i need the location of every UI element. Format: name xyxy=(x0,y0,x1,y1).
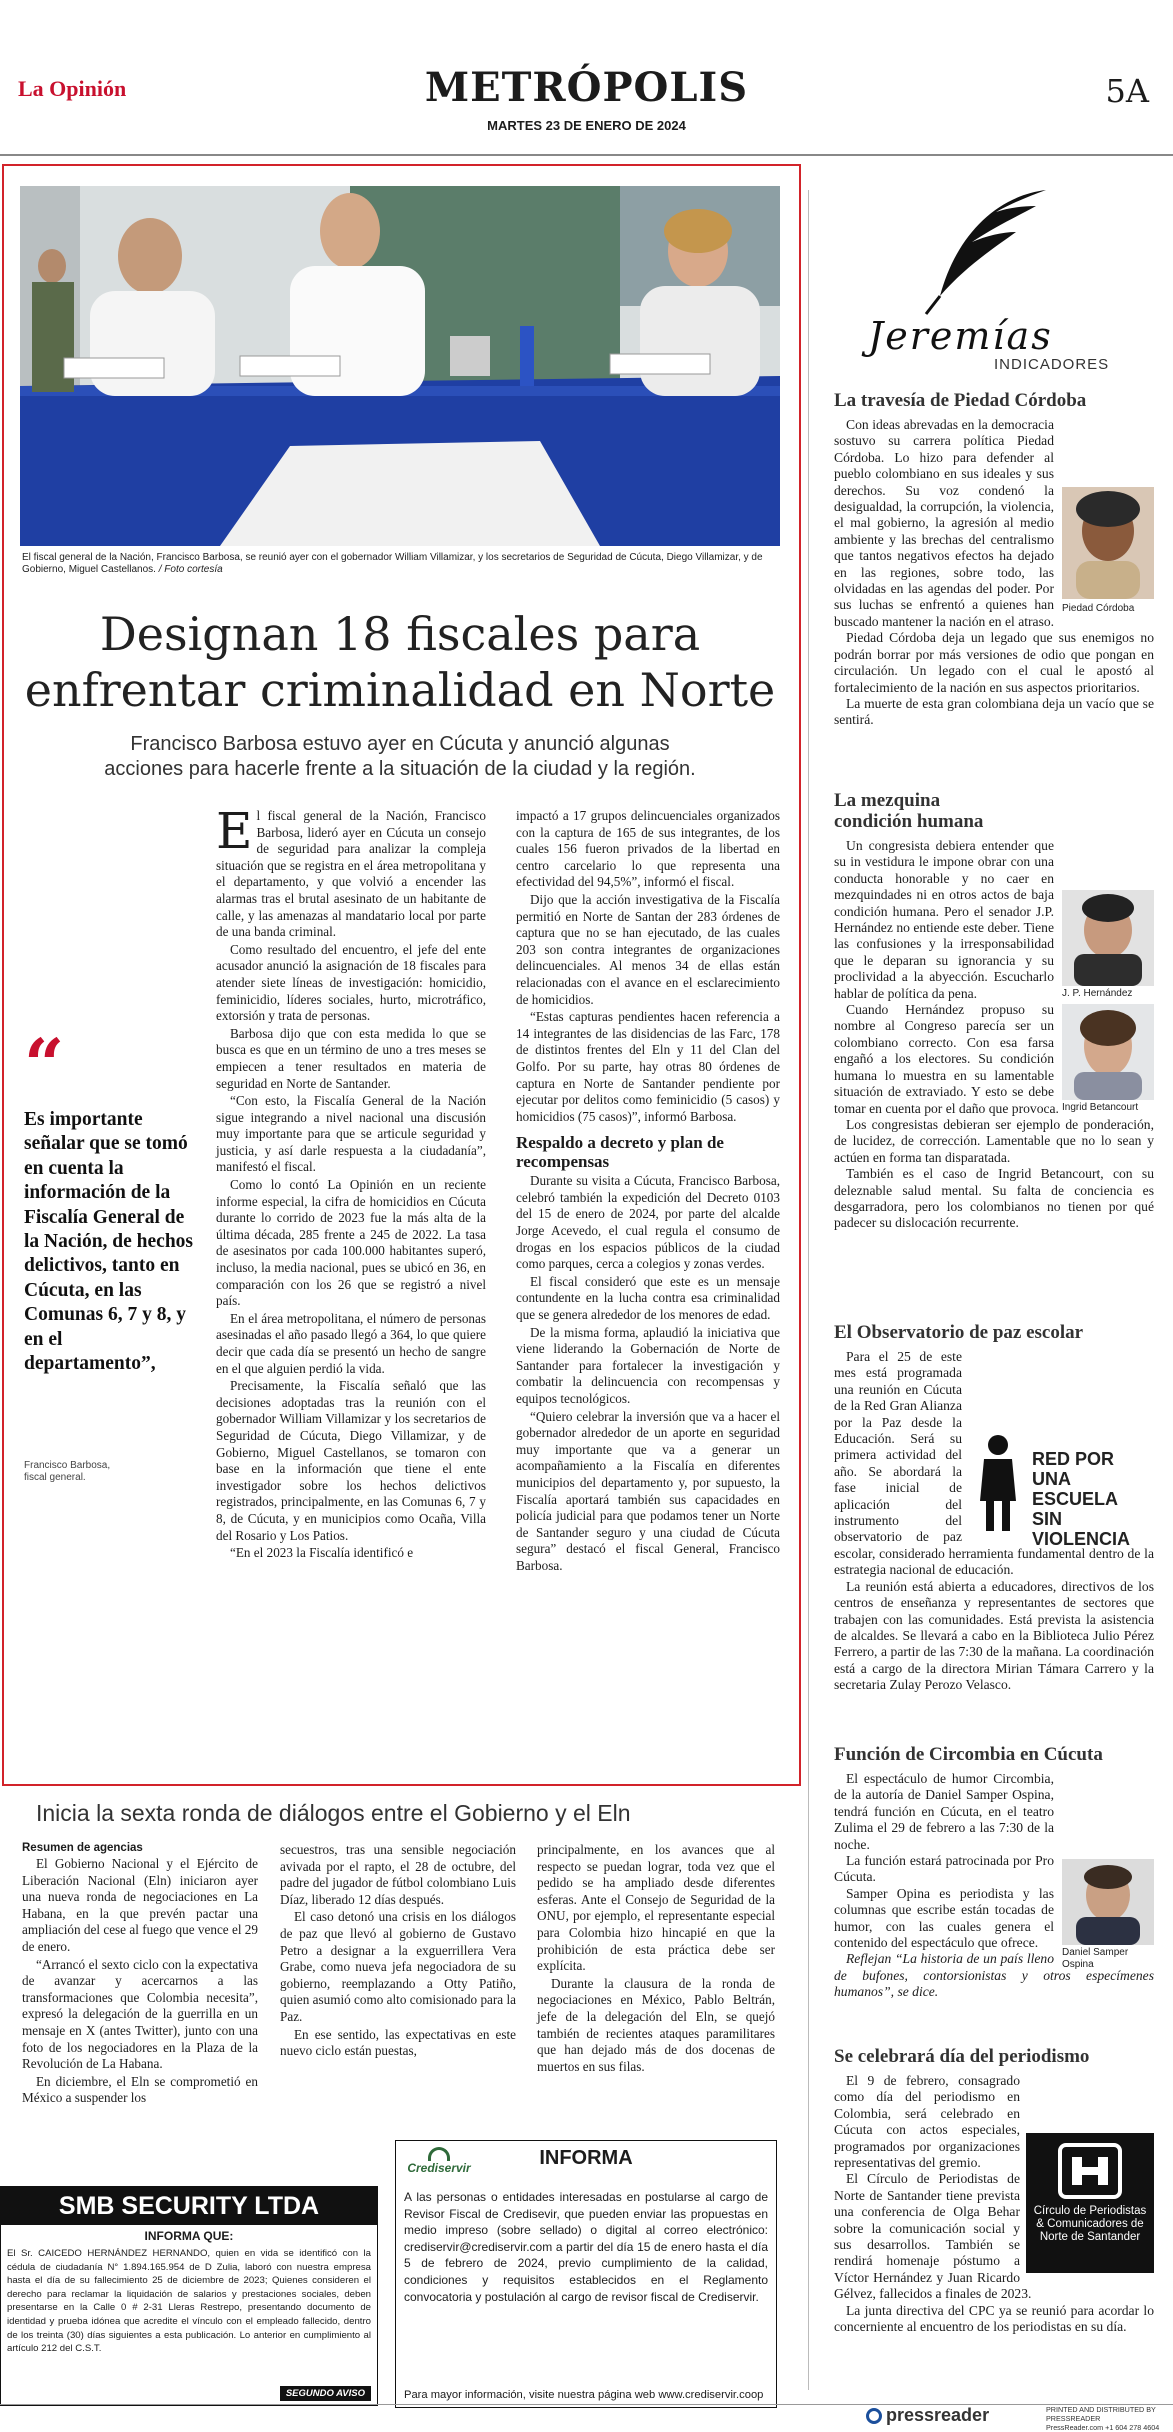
pressreader-label: pressreader xyxy=(886,2405,990,2425)
crediservir-title: INFORMA xyxy=(539,2147,633,2169)
headline-line-2: enfrentar criminalidad en Norte xyxy=(24,663,776,717)
paragraph: Cuando Hernández propuso su nombre al Congreso parecía ser un colombiano correcto. Con esa farsa engañó a los electores. Su condición humana lo muestra en su lamentable situación de extraviado. Y esto se debe tomar en cuenta por el daño que provoca. xyxy=(834,1002,1059,1116)
sidebar-item-piedad xyxy=(834,390,1154,729)
sidebar-item-title: El Observatorio de paz escolar xyxy=(834,1322,1084,1343)
cpc-logo xyxy=(1026,2133,1154,2273)
printed-by: PRINTED AND DISTRIBUTED BY PRESSREADER xyxy=(1046,2405,1156,2423)
paragraph: “Quiero celebrar la inversión que va a hacer el gobernador alrededor de un aporte en seguridad muy importante que va a generar un acompañamiento a la Fiscalía en diferentes municipios del departamento y, por supuesto, la Fiscalía aportará también sus capacidades en policía judicial para que podamos tener un Norte de Santander seguro y una ciudad de Cúcuta segura” destacó el fiscal General, Francisco Barbosa. xyxy=(516,1408,780,1573)
sidebar-item-mezquina xyxy=(834,790,1154,1232)
sidebar-item-title: Función de Circombia en Cúcuta xyxy=(834,1744,1103,1765)
crediservir-brand: Crediservir xyxy=(407,2161,471,2175)
paragraph: Con ideas abrevadas en la democracia sostuvo su carrera política Piedad Córdoba. Lo hizo para defender al pueblo colombiano en sus ideales y sus derechos. Su voz condenó la desigualdad, la corrupción, la violencia, el mal gobierno, la agresión al medio ambiente y las brechas del centralismo que tantos negativos efectos ha dejado en las regiones, sobre todo, las olvidadas en las agendas del poder. Por sus luchas se enfrentó a quienes han buscado mantener la nación en el atraso. xyxy=(834,417,1055,629)
smb-ad-body: El Sr. CAICEDO HERNÁNDEZ HERNANDO, quien en vida se identificó con la cédula de ciudadanía N° 1.894.165.954 de D Zulia, laboró con nuestra empresa hasta el día de su fallecimiento 25 de diciembre de 2023; Quienes consideren el derecho para reclamar la liquidación de salarios y prestaciones sociales, deben presentarse en la Calle 0 # 2-31 Lleras Restrepo, presentando documento de identidad y prueba idónea que acredite el vínculo con el empleado fallecido, dentro de los treinta (30) días siguientes a esta publicación. Lo anterior en cumplimiento al artículo 212 del C.S.T. xyxy=(7,2248,371,2355)
main-deck xyxy=(0,732,800,782)
smb-ad-subtitle: INFORMA QUE: xyxy=(144,2229,234,2243)
article-column-1 xyxy=(216,802,486,1563)
sidebar-item-title: La mezquina condición humana xyxy=(834,790,984,832)
sidebar-item-title: Se celebrará día del periodismo xyxy=(834,2046,1090,2067)
subhead: Respaldo a decreto y plan de recompensas xyxy=(516,1133,724,1172)
paragraph: Barbosa dijo que con esta medida lo que se busca es que en un término de uno a tres meses se empiecen a tener resultados en materia de seguridad en Norte de Santander. xyxy=(216,1025,486,1091)
portrait-caption: Piedad Córdoba xyxy=(1062,603,1135,614)
cpc-icon xyxy=(1058,2143,1122,2199)
smb-ad xyxy=(0,2186,378,2406)
jeremias-logo xyxy=(866,186,1126,376)
drop-cap: E xyxy=(216,802,253,860)
issue-date: MARTES 23 DE ENERO DE 2024 xyxy=(487,118,686,133)
sidebar-item-periodismo xyxy=(834,2046,1154,2336)
cpc-logo-text: Círculo de Periodistas & Comunicadores de Norte de Santander xyxy=(1033,2205,1147,2243)
paragraph: El 9 de febrero, consagrado como día del periodismo en Colombia, será celebrado en Cúcuta con actos especiales, programados por organizaciones representativas del gremio. xyxy=(834,2073,1020,2171)
pressreader-phone: PressReader.com +1 604 278 4604 xyxy=(1046,2423,1160,2432)
sidebar-item-observatorio xyxy=(834,1322,1154,1694)
paragraph: También es el caso de Ingrid Betancourt, con su deleznable salud mental. Su falta de conciencia es desgarradora, pero los colombianos no tienen por qué padecer su dislocación recurrente. xyxy=(834,1166,1154,1231)
portrait-photo xyxy=(1062,890,1154,1113)
red-escuela-text: RED POR UNA ESCUELA SIN VIOLENCIA xyxy=(1032,1449,1131,1549)
paragraph: Piedad Córdoba deja un legado que sus enemigos no podrán borrar por más versiones de odio que pongan en circulación. Un legado con el cual le apostó al fortalecimiento de la nación en sus aspectos prioritarios. xyxy=(834,630,1154,695)
sidebar-item-circombia xyxy=(834,1744,1154,2001)
paragraph: El Gobierno Nacional y el Ejército de Liberación Nacional (Eln) iniciaron ayer una nueva ronda de negociaciones en La Habana, en la que prevén pactar una ampliación del cese al fuego que vence el 29 de enero. xyxy=(22,1856,258,1954)
smb-ad-notice: SEGUNDO AVISO xyxy=(280,2386,371,2401)
portrait-caption: Ingrid Betancourt xyxy=(1062,1102,1139,1113)
portrait-caption: J. P. Hernández xyxy=(1062,988,1133,999)
portrait-photo xyxy=(1062,1859,1154,1970)
headline-line-1: Designan 18 fiscales para xyxy=(99,607,701,661)
paragraph: Un congresista debiera entender que su in vestidura le impone obrar con una conducta honorable y no caer en mezquindades ni en otros actos de baja condición humana. Pero el senador J.P. Hernández no entiende este deber. Tiene las confusiones y la irresponsabilidad que le deparan su ignorancia y su proclividad a la abyección. Escucharlo hablar de política da pena. xyxy=(834,838,1054,1001)
paragraph: secuestros, tras una sensible negociación avivada por el rapto, el 28 de octubre, del padre del jugador de fútbol colombiano Luis Díaz, liberado 12 días después. xyxy=(280,1842,516,1907)
paragraph: En diciembre, el Eln se comprometió en México a suspender los xyxy=(22,2073,258,2106)
child-silhouette-icon xyxy=(968,1431,1028,1535)
paragraph: Precisamente, la Fiscalía señaló que las decisiones adoptadas tras la reunión con el gobernador William Villamizar y los secretarios de Seguridad de Cúcuta, Diego Villamizar, y de Gobierno, Miguel Castellanos, se tomaron con base en la información que tiene el ente investigador sobre los hechos delictivos registrados, principalmente, en las Comunas 6, 7 y 8, de Cúcuta, y en municipios como Ocaña, Villa del Rosario y Los Patios. xyxy=(216,1378,486,1543)
paragraph: Samper Opina es periodista y las columnas que escribe están tocadas de humor, con las cuales genera el contenido del espectáculo que ofrece. xyxy=(834,1885,1054,1951)
photo-credit: / Foto cortesía xyxy=(158,564,223,575)
red-escuela-logo xyxy=(968,1431,1154,1549)
paragraph: La función estará patrocinada por Pro Cúcuta. xyxy=(834,1853,1054,1885)
paragraph: “Estas capturas pendientes hacen referencia a 14 integrantes de las disidencias de las Farc, 178 de distintos frentes del Eln y 11 del Clan del Golfo. Por su parte, hay otras 80 órdenes de captura en Norte de Santander pendiente por ejecutar por delitos como feminicidio (5 casos) y homicidios (75 casos)”, informó Barbosa. xyxy=(516,1009,780,1124)
paragraph: El caso detonó una crisis en los diálogos de paz que llevó al gobierno de Gustavo Petro a designar a la exguerrillera Vera Grabe, como nueva jefa negociadora de su gobierno, reemplazando a Otty Patiño, quien asumió como alto comisionado para la Paz. xyxy=(280,1909,516,2024)
sidebar-item-title: La travesía de Piedad Córdoba xyxy=(834,390,1087,411)
paragraph: La junta directiva del CPC ya se reunió para acordar lo concerniente al encuentro de los periodistas en su día. xyxy=(834,2302,1154,2335)
paragraph: El Círculo de Periodistas de Norte de Santander tiene prevista una conferencia de Olga Behar sobre la comunicación social y sus desarrollos. También se rendirá homenaje póstumo a Víctor Hernández y Juan Ricardo Gélvez, fallecidos a finales de 2023. xyxy=(834,2171,1032,2302)
section-title: METRÓPOLIS xyxy=(424,64,749,111)
pressreader-badge xyxy=(866,2404,1056,2427)
crediservir-ad xyxy=(395,2140,777,2408)
quote-author: Francisco Barbosa, fiscal general. xyxy=(24,1460,111,1483)
crediservir-body: A las personas o entidades interesadas en postularse al cargo de Revisor Fiscal de Credisevir, que pueden enviar las propuestas en medio impreso (sobre sellado) o digital al correo electrónico: crediservir@crediservir.com a partir del día 15 de enero hasta el día 5 de febrero de 2024, previo cumplimiento de la calidad, condiciones y requisitos establecidos en el Reglamento convocatoria y postulación al cargo de revisor fiscal de Crediservir. xyxy=(404,2190,768,2304)
paragraph: Para el 25 de este mes está programada una reunión en Cúcuta de la Red Gran Alianza por la Paz desde la Educación. Será su primera actividad del año. Se abordará la fase inicial de aplicación del instrumento del observatorio de paz escolar, considerado herramienta fundamental dentro de la estrategia nacional de educación. xyxy=(834,1349,1154,1578)
quote-mark: “ xyxy=(24,1023,65,1106)
paragraph: En ese sentido, las expectativas en este nuevo ciclo están puestas, xyxy=(280,2026,516,2059)
masthead-rule xyxy=(0,154,1173,156)
jeremias-logo-script: Jeremías xyxy=(868,314,1053,358)
pressreader-info xyxy=(1046,2405,1170,2432)
source-line: Resumen de agencias xyxy=(22,1842,143,1854)
paragraph: El espectáculo de humor Circombia, de la autoría de Daniel Samper Ospina, tendrá función en Cúcuta, en el teatro Zulima el 29 de febrero a las 7:30 de la noche. xyxy=(834,1771,1054,1852)
second-article-column-1 xyxy=(22,1842,258,2108)
smb-ad-title: SMB SECURITY LTDA xyxy=(1,2187,377,2225)
paragraph: Durante la clausura de la ronda de negociaciones en México, Pablo Beltrán, jefe de la delegación del Eln, se quejó también de recientes ataques paramilitares que han dejado más de dos docenas de muertos en sus filas. xyxy=(537,1975,775,2074)
deck-line-2: acciones para hacerle frente a la situación de la ciudad y la región. xyxy=(104,758,696,780)
sidebar-divider xyxy=(808,190,809,2390)
paragraph: La reunión está abierta a educadores, directivos de los centros de enseñanza y representantes de sectores que trabajen con las comunidades. Está prevista la asistencia de alcaldes. Se llevará a cabo en la Biblioteca Julio Pérez Ferrero, a partir de las 7:30 de la mañana. La coordinación está a cargo de la directora Mirian Támara Carrero y la secretaria Zulay Perozo Velasco. xyxy=(834,1578,1154,1693)
paragraph: impactó a 17 grupos delincuenciales organizados con la captura de 165 de sus integrantes, de los cuales 156 fueron privados de la libertad en centro carcelario lo que representa una efectividad del 94,5%”, informó el fiscal. xyxy=(516,808,780,890)
portrait-caption: Daniel Samper Ospina xyxy=(1062,1947,1129,1970)
crediservir-footer: Para mayor información, visite nuestra página web www.crediservir.coop xyxy=(404,2389,764,2401)
photo-caption: El fiscal general de la Nación, Francisco Barbosa, se reunió ayer con el gobernador William Villamizar, y los secretarios de Seguridad de Cúcuta, Diego Villamizar, y de Gobierno, Miguel Castellanos. / Foto cortesía xyxy=(22,552,763,575)
paragraph: Los congresistas debieran ser ejemplo de ponderación, de lucidez, de corrección. Lamentable que no lo sean y actúen en forma tan disparatada. xyxy=(834,1116,1154,1165)
jeremias-logo-label: INDICADORES xyxy=(994,356,1110,373)
second-article-column-3 xyxy=(537,1842,775,2076)
paragraph: “Con esto, la Fiscalía General de la Nación sigue integrando a nivel nacional una discusión muy importante para que se articule seguridad y justicia, y así darle respuesta a la ciudadanía”, manifestó el fiscal. xyxy=(216,1093,486,1175)
main-headline xyxy=(0,606,800,718)
paragraph: Como resultado del encuentro, el jefe del ente acusador anunció la asignación de 18 fiscales para atender siete líneas de investigación: homicidio, feminicidio, líderes sociales, hurto, microtráfico, extorsión y trata de personas. xyxy=(216,941,486,1024)
pull-quote: Es importante señalar que se tomó en cuenta la información de la Fiscalía General de la Nación, de hechos delictivos, tanto en Cúcuta, en las Comunas 6, 7 y 8, y en el departamento”, xyxy=(24,1109,194,1375)
paragraph: En el área metropolitana, el número de personas asesinadas el año pasado llegó a 364, lo que quiere decir que cada día se presentó un hecho de sangre en el que alguien perdió la vida. xyxy=(216,1310,486,1376)
paragraph: “En el 2023 la Fiscalía identificó e xyxy=(230,1545,414,1561)
second-headline: Inicia la sexta ronda de diálogos entre el Gobierno y el Eln xyxy=(36,1800,631,1826)
deck-line-1: Francisco Barbosa estuvo ayer en Cúcuta y anunció algunas xyxy=(130,733,670,755)
paragraph: “Arrancó el sexto ciclo con la expectativa de avanzar y acercarnos a las transformaciones que Colombia necesita”, expresó la delegación de la guerrilla en un mensaje en X (antes Twitter), junto con una foto de los negociadores en la Plaza de la Revolución de La Habana. xyxy=(22,1956,258,2072)
paragraph: Durante su visita a Cúcuta, Francisco Barbosa, celebró también la expedición del Decreto 0103 del 15 de enero de 2024, por parte del alcalde Jorge Acevedo, el cual regula el consumo de drogas en los espacios públicos de la ciudad como parques, cerca a colegios y zonas verdes. xyxy=(516,1173,780,1272)
quill-icon xyxy=(906,186,1056,316)
lead-paragraph: El fiscal general de la Nación, Francisco Barbosa, lideró ayer en Cúcuta un consejo de seguridad para analizar la compleja situación que se registra en el área metropolitana y el departamento, y que volvió a encender las alarmas tras el brutal asesinato de un habitante de calle, y las amenazas al mandatario local por parte de una banda criminal. xyxy=(216,802,486,940)
paragraph: Como lo contó La Opinión en un reciente informe especial, la cifra de homicidios en Cúcuta durante lo corrido de 2023 fue la más alta de la última década, 285 frente a 245 de 2022. La tasa de asesinatos por cada 100.000 habitantes superó, incluso, la media nacional, pues se ubicó en 36, en comparación con los 26 que se registró a nivel país. xyxy=(216,1177,486,1309)
paragraph: De la misma forma, aplaudió la iniciativa que viene liderando la Gobernación de Norte de Santander para fortalecer la investigación y combatir la delincuencia con recompensas y equipos tecnológicos. xyxy=(516,1324,780,1406)
second-article-column-2 xyxy=(280,1842,516,2061)
main-photo xyxy=(20,186,780,546)
paragraph: principalmente, en los avances que al respecto se puedan lograr, toda vez que el pedido se ha ampliado desde diferentes esferas. Ante el Consejo de Seguridad de la ONU, por ejemplo, el representante especial para Colombia hizo hincapié en que la prohibición de esta práctica debe ser explícita. xyxy=(537,1842,775,1974)
pressreader-icon xyxy=(866,2408,882,2424)
brand-logo: La Opinión xyxy=(18,76,127,101)
page-number: 5A xyxy=(1105,72,1149,110)
paragraph: El fiscal consideró que este es un mensaje contundente en la lucha contra esa criminalidad que se genera alrededor de los menores de edad. xyxy=(516,1273,780,1323)
paragraph: Reflejan “La historia de un país lleno de bufones, contorsionistas y otros especímenes humanos”, se dice. xyxy=(834,1951,1154,2000)
paragraph: Dijo que la acción investigativa de la Fiscalía permitió en Norte de Santan der 283 órdenes de captura que no se han ejecutado, de las cuales 203 son contra integrantes de organizaciones delincuenciales. Al menos 34 de ellas están relacionadas con el avance en el esclarecimiento de homicidios. xyxy=(516,891,780,1007)
paragraph: La muerte de esta gran colombiana deja un vacío que se sentirá. xyxy=(834,695,1154,728)
portrait-photo xyxy=(1062,487,1154,614)
article-column-2 xyxy=(516,808,780,1576)
